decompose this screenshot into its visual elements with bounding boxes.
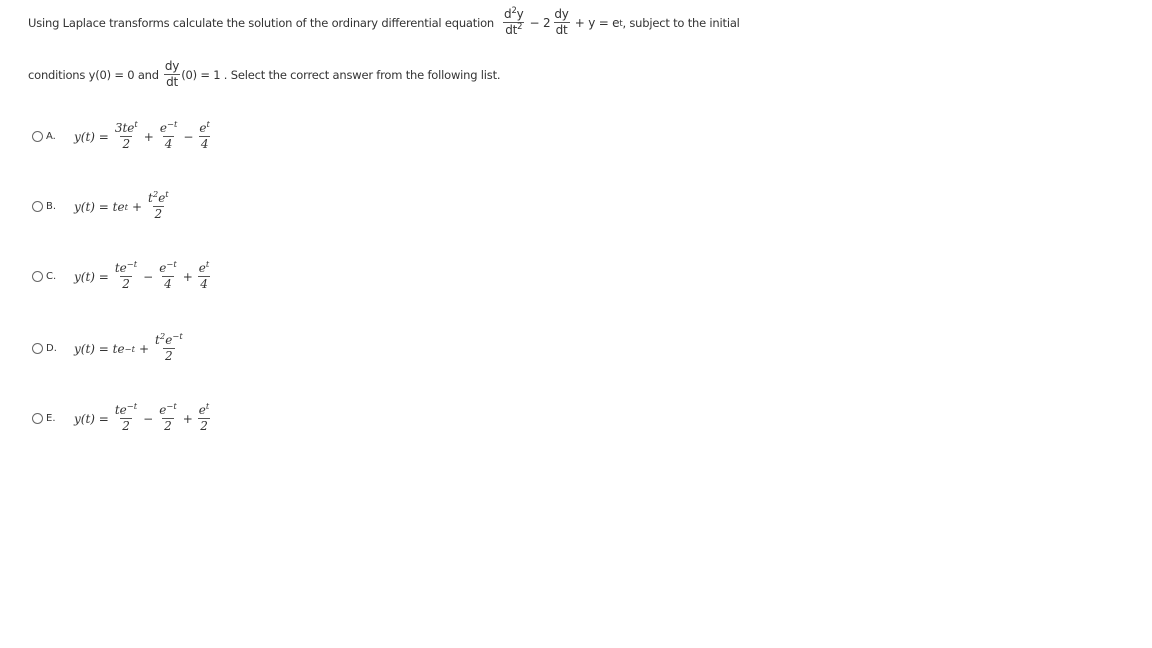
- option-a[interactable]: [32, 119, 212, 152]
- option-letter: D.: [46, 343, 57, 355]
- option-c[interactable]: [32, 259, 211, 292]
- second-derivative-fraction: $\frac{d^2y}{dt^2}$: [504, 5, 524, 38]
- radio-e[interactable]: [32, 413, 43, 424]
- option-d-math: y(t) = te −t + $\frac{t^2e^{-t}}{2}$: [74, 331, 183, 364]
- option-letter: E.: [46, 413, 56, 425]
- radio-c[interactable]: [32, 271, 43, 282]
- radio-d[interactable]: [32, 343, 43, 354]
- option-b[interactable]: [32, 189, 171, 222]
- initial-derivative-fraction: $\frac{dy}{dt}$: [164, 59, 180, 90]
- option-a-math: y(t) = $\frac{3te^t}{2}$ + $\frac{e^{-t}}{4}$ − $\frac{e^t}{4}$: [74, 119, 210, 152]
- question-line-2: [28, 60, 500, 89]
- conditions-prefix: conditions y(0) = 0 and: [28, 67, 159, 82]
- radio-a[interactable]: [32, 131, 43, 142]
- option-d[interactable]: [32, 331, 185, 364]
- equation-rest: + y = e t: [574, 15, 623, 30]
- question-intro: Using Laplace transforms calculate the solution of the ordinary differential equation: [28, 15, 495, 30]
- first-derivative-fraction: $\frac{dy}{dt}$: [554, 7, 569, 38]
- conditions-suffix: (0) = 1 . Select the correct answer from the following list.: [181, 67, 501, 82]
- minus-two: − 2: [529, 15, 551, 30]
- option-c-math: y(t) = $\frac{te^{-t}}{2}$ − $\frac{e^{-t}}{4}$ + $\frac{e^t}{4}$: [74, 259, 210, 292]
- option-letter: A.: [46, 131, 56, 143]
- subject-text: , subject to the initial: [622, 15, 740, 30]
- radio-b[interactable]: [32, 201, 43, 212]
- option-e-math: y(t) = $\frac{te^{-t}}{2}$ − $\frac{e^{-t}}{2}$ + $\frac{e^t}{2}$: [74, 401, 210, 434]
- option-e[interactable]: [32, 401, 211, 434]
- option-letter: B.: [46, 201, 57, 213]
- option-letter: C.: [46, 271, 57, 283]
- question-line-1: [28, 5, 740, 38]
- option-b-math: y(t) = te t + $\frac{t^2e^t}{2}$: [74, 189, 169, 222]
